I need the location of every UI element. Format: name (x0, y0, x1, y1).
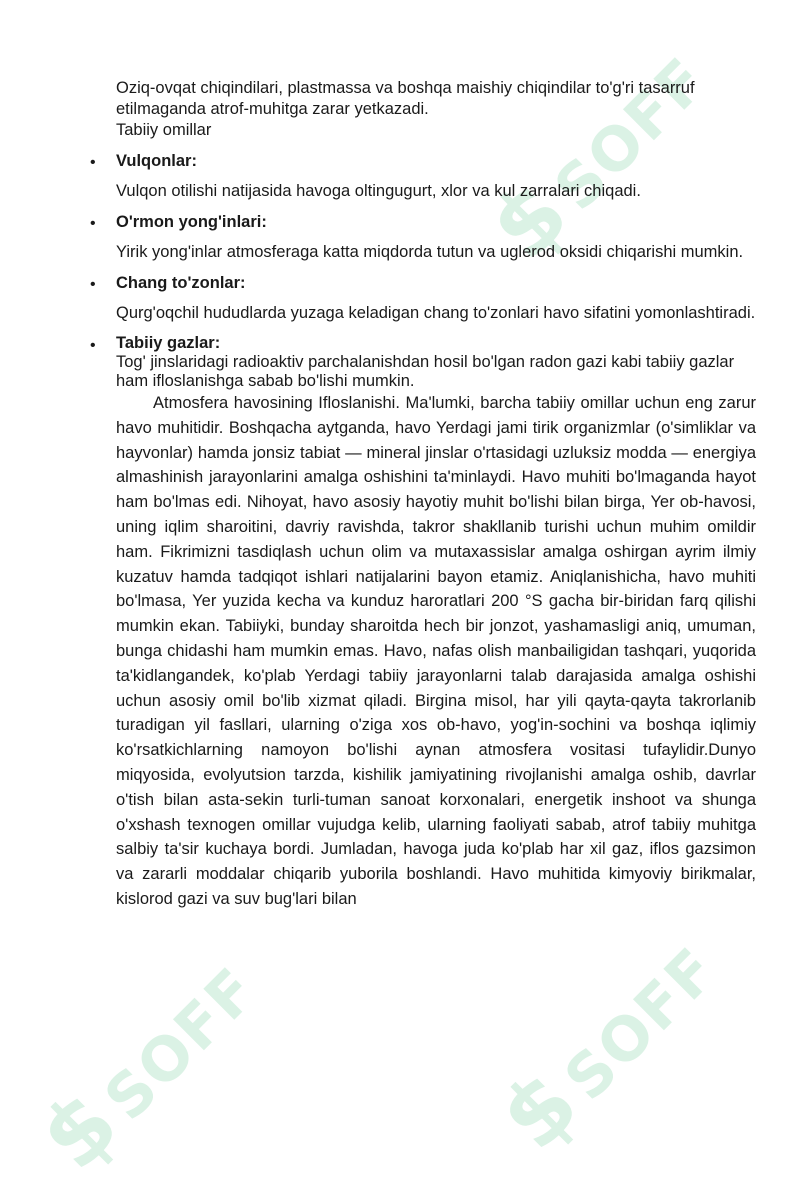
section-heading: Tabiiy omillar (116, 121, 212, 139)
bullet-title: Chang to'zonlar: (116, 274, 246, 292)
watermark-logo: $SOFF (470, 44, 722, 281)
document-page (90, 78, 756, 912)
bullet-item (90, 334, 756, 391)
bullet-title: O'rmon yong'inlari: (116, 213, 267, 231)
bullet-title: Vulqonlar: (116, 152, 197, 170)
intro-text: Oziq-ovqat chiqindilari, plastmassa va boshqa maishiy chiqindilar to'g'ri tasarruf etilmaganda atrof-muhitga zarar yetkazadi. (116, 79, 695, 118)
bullet-title: Tabiiy gazlar: (116, 334, 221, 352)
bullet-desc: Vulqon otilishi natijasida havoga oltingugurt, xlor va kul zarralari chiqadi. (116, 182, 641, 200)
bullet-icon: • (90, 215, 96, 232)
bullet-icon: • (90, 337, 96, 354)
bullet-desc: Yirik yong'inlar atmosferaga katta miqdorda tutun va uglerod oksidi chiqarishi mumkin. (116, 243, 744, 261)
bullet-desc: Tog' jinslaridagi radioaktiv parchalanishdan hosil bo'lgan radon gazi kabi tabiiy gazlar ham ifloslanishga sabab bo'lishi mumkin. (116, 353, 735, 390)
bullet-item (90, 151, 756, 202)
bullet-icon: • (90, 154, 96, 171)
bullet-icon: • (90, 276, 96, 293)
bullet-desc: Qurg'oqchil hududlarda yuzaga keladigan chang to'zonlari havo sifatini yomonlashtiradi. (116, 304, 756, 322)
main-paragraph: Atmosfera havosining Ifloslanishi. Ma'lumki, barcha tabiiy omillar uchun eng zarur havo muhitidir. Boshqacha aytganda, havo Yerdagi jami tirik organizmlar (o'simliklar va hayvonlar) hamda jonsiz tabiat — mineral jinslar o'rtasidagi uzluksiz modda — energiya almashinish jarayonlarini amalga oshishini ta'minlaydi. Havo muhiti bo'lmaganda hayot ham bo'lmas edi. Nihoyat, havo asosiy hayotiy muhit bo'lishi bilan birga, Yer ob-havosi, uning iqlim sharoitini, davriy ravishda, takror shakllanib turishi uchun muhim omildir ham. Fikrimizni tasdiqlash uchun olim va mutaxassislar amalga oshirgan ayrim ilmiy kuzatuv hamda tadqiqot ishlari natijalarini bayon etamiz. Aniqlanishicha, havo muhiti bo'lmasa, Yer yuzida kecha va kunduz haroratlari 200 °S gacha bir-biridan farq qilishi mumkin ekan. Tabiiyki, bunday sharoitda hech bir jonzot, yashamasligi aniq, umuman, bunga chidashi ham mumkin emas. Havo, nafas olish manbailigidan tashqari, yuqorida ta'kidlangandek, ko'plab Yerdagi tabiiy jarayonlarni talab darajasida amalga oshishi uchun asosiy omil bo'lib xizmat qiladi. Birgina misol, har yili qayta-qayta takrorlanib turadigan yil fasllari, ularning o'ziga xos ob-havo, yog'in-sochini va boshqa iqlimiy ko'rsatkichlarning namoyon bo'lishi aynan atmosfera vositasi tufaylidir.Dunyo miqyosida, evolyutsion tarzda, kishilik jamiyatining rivojlanishi amalga oshib, davrlar o'tish bilan asta-sekin turli-tuman sanoat korxonalari, energetik inshoot va shunga o'xshash texnogen omillar vujudga kelib, ularning faoliyati sabab, atrof tabiiy muhitga salbiy ta'sir kuchaya bordi. Jumladan, havoga juda ko'plab har xil gaz, iflos gazsimon va zararli moddalar chiqarib yuborila boshlandi. Havo muhitida kimyoviy birikmalar, kislorod gazi va suv bug'lari bilan (116, 394, 756, 908)
watermark-logo: $SOFF (480, 934, 732, 1171)
bullet-item (90, 273, 756, 324)
bullet-item (90, 212, 756, 263)
watermark-logo: $SOFF (20, 954, 272, 1190)
